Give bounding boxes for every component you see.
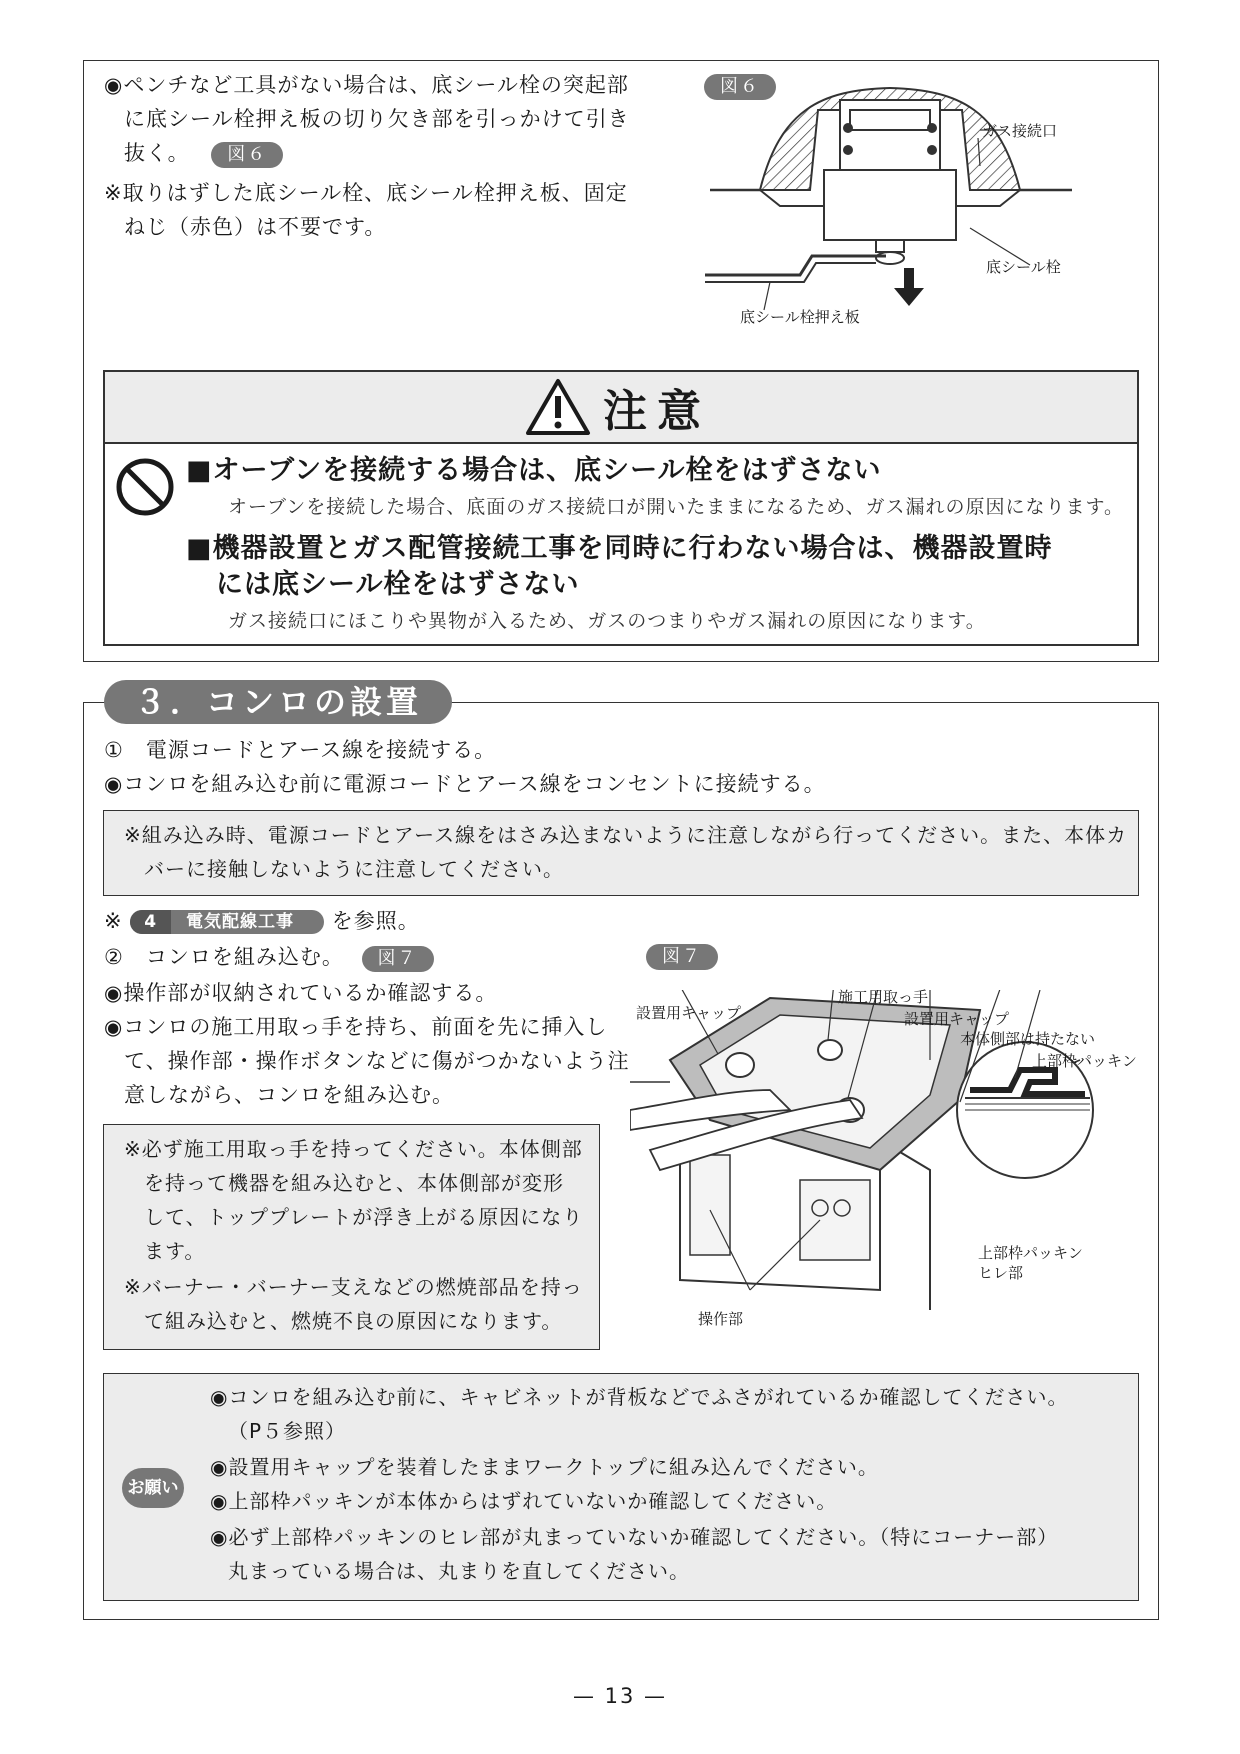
note-line: ※取りはずした底シール栓、底シール栓押え板、固定 bbox=[104, 181, 628, 205]
callout-gasket-fin: ヒレ部 bbox=[978, 1264, 1024, 1282]
figure-ref-badge: 図７ bbox=[362, 946, 434, 972]
notice-line: ※必ず施工用取っ手を持ってください。本体側部 bbox=[124, 1137, 583, 1161]
request-line: 丸まっている場合は、丸まりを直してください。 bbox=[228, 1559, 690, 1583]
section-3-title-tab: ３．コンロの設置 bbox=[104, 680, 452, 724]
callout-gas-inlet: ガス接続口 bbox=[982, 122, 1058, 140]
step-2-bullet: て、操作部・操作ボタンなどに傷がつかないよう注 bbox=[124, 1049, 630, 1073]
instruction-line: ◉ペンチなど工具がない場合は、底シール栓の突起部 bbox=[104, 73, 629, 97]
caution-title-wrap bbox=[525, 374, 711, 440]
notice-line: を持って機器を組み込むと、本体側部が変形 bbox=[144, 1171, 564, 1195]
request-badge: お願い bbox=[122, 1468, 184, 1508]
page-number: — 13 — bbox=[572, 1684, 668, 1708]
notice-line: ます。 bbox=[144, 1239, 206, 1263]
callout-install-cap-left: 設置用キャップ bbox=[636, 1004, 742, 1022]
instruction-text: 抜く。 bbox=[124, 141, 190, 165]
notice-line: して、トッププレートが浮き上がる原因になり bbox=[144, 1205, 584, 1229]
caution-title: 注意 bbox=[603, 386, 711, 437]
request-line: ◉必ず上部枠パッキンのヒレ部が丸まっていないか確認してください。（特にコーナー部） bbox=[210, 1525, 1059, 1549]
caution-item-2-heading: ■機器設置とガス配管接続工事を同時に行わない場合は、機器設置時 bbox=[186, 533, 1053, 564]
request-line: ◉コンロを組み込む前に、キャビネットが背板などでふさがれているか確認してください。 bbox=[210, 1385, 1069, 1409]
callout-install-cap-right: 設置用キャップ bbox=[904, 1010, 1010, 1028]
figure-6-label: 図６ bbox=[704, 74, 776, 100]
callout-gasket-fin: 上部枠パッキン bbox=[978, 1244, 1083, 1262]
step-1: ① 電源コードとアース線を接続する。 bbox=[104, 738, 497, 762]
caution-item-1-heading: ■オーブンを接続する場合は、底シール栓をはずさない bbox=[186, 455, 882, 486]
step-2-bullet: ◉コンロの施工用取っ手を持ち、前面を先に挿入し bbox=[104, 1015, 608, 1039]
prohibited-icon bbox=[114, 456, 176, 518]
callout-gasket: 上部枠パッキン bbox=[1032, 1052, 1137, 1070]
figure-6-diagram bbox=[700, 70, 1120, 330]
warning-triangle-icon bbox=[525, 378, 591, 436]
callout-bottom-seal: 底シール栓 bbox=[986, 258, 1061, 276]
request-line: ◉上部枠パッキンが本体からはずれていないか確認してください。 bbox=[210, 1489, 838, 1513]
step-1-note: ◉コンロを組み込む前に電源コードとアース線をコンセントに接続する。 bbox=[104, 772, 826, 796]
notice-line: て組み込むと、燃焼不良の原因になります。 bbox=[144, 1309, 563, 1333]
notice-line: バーに接触しないように注意してください。 bbox=[144, 857, 564, 881]
callout-no-hold: 本体側部は持たない bbox=[960, 1030, 1096, 1048]
caution-item-1-body: オーブンを接続した場合、底面のガス接続口が開いたままになるため、ガス漏れの原因になります。 bbox=[228, 496, 1125, 518]
callout-control-panel: 操作部 bbox=[698, 1310, 744, 1328]
notice-line: ※バーナー・バーナー支えなどの燃焼部品を持っ bbox=[124, 1275, 583, 1299]
reference-suffix: を参照。 bbox=[331, 909, 420, 933]
request-line: ◉設置用キャップを装着したままワークトップに組み込んでください。 bbox=[210, 1455, 879, 1479]
note-line: ねじ（赤色）は不要です。 bbox=[124, 215, 387, 239]
caution-item-2-heading: には底シール栓をはずさない bbox=[216, 569, 580, 600]
figure-ref-badge: 図６ bbox=[211, 142, 283, 168]
reference-prefix: ※ bbox=[104, 909, 123, 933]
notice-line: ※組み込み時、電源コードとアース線をはさみ込まないように注意しながら行ってください。また、本体カ bbox=[124, 823, 1128, 847]
step-2-bullet: 意しながら、コンロを組み込む。 bbox=[124, 1083, 454, 1107]
request-line: （P５参照） bbox=[228, 1419, 347, 1443]
instruction-line: に底シール栓押え板の切り欠き部を引っかけて引き bbox=[124, 107, 630, 131]
instruction-line bbox=[124, 136, 283, 170]
reference-title: 電気配線工事 bbox=[186, 912, 295, 932]
callout-handle: 施工用取っ手 bbox=[838, 988, 929, 1006]
step-2 bbox=[104, 940, 434, 974]
callout-seal-plate: 底シール栓押え板 bbox=[740, 308, 860, 326]
step-2-bullet: ◉操作部が収納されているか確認する。 bbox=[104, 981, 498, 1005]
figure-7-label: 図７ bbox=[646, 944, 718, 970]
reference-line bbox=[104, 904, 420, 938]
reference-badge[interactable] bbox=[130, 910, 324, 934]
caution-item-2-body: ガス接続口にほこりや異物が入るため、ガスのつまりやガス漏れの原因になります。 bbox=[228, 610, 986, 632]
step-2-text: ② コンロを組み込む。 bbox=[104, 945, 344, 969]
reference-number: 4 bbox=[130, 910, 171, 934]
